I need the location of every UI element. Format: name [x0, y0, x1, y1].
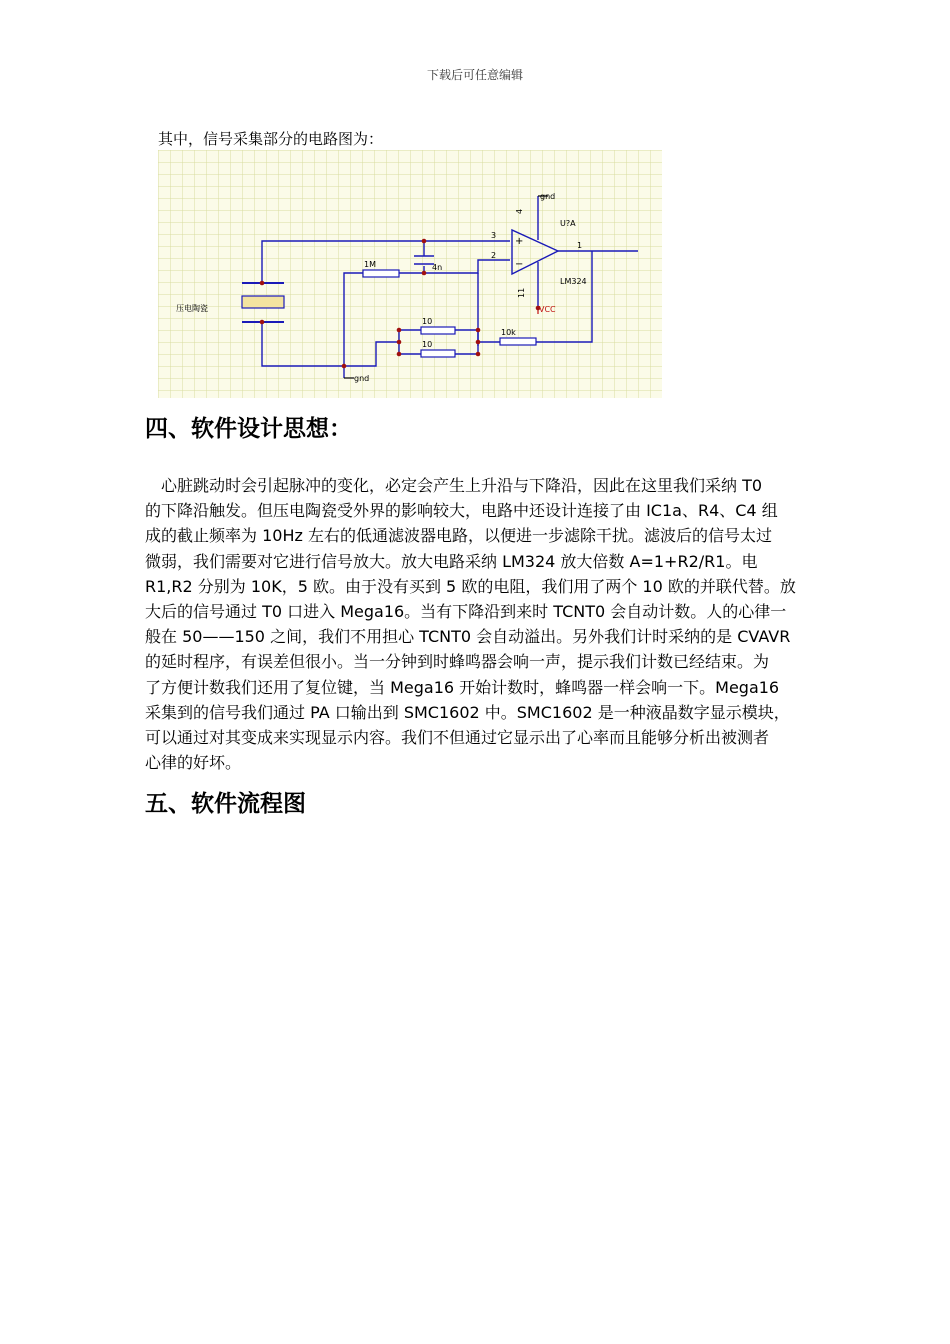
section4-heading: 四、软件设计思想：: [145, 416, 352, 442]
paragraph-line: 的下降沿触发。但压电陶瓷受外界的影响较大，电路中还设计连接了由 IC1a、R4、C4 组: [145, 501, 778, 521]
paragraph-line: 可以通过对其变成来实现显示内容。我们不但通过它显示出了心率而且能够分析出被测者: [145, 728, 770, 748]
label-c-4n: 4n: [432, 263, 443, 272]
paragraph-line: 心脏跳动时会引起脉冲的变化，必定会产生上升沿与下降沿，因此在这里我们采纳 T0: [161, 476, 763, 495]
resistor-10k: [500, 338, 536, 345]
label-minus: −: [515, 259, 524, 270]
paragraph-line: 微弱，我们需要对它进行信号放大。放大电路采纳 LM324 放大倍数 A=1+R2/R1。电: [145, 551, 758, 571]
resistor-10-a: [421, 327, 455, 334]
label-pin2: 2: [491, 251, 497, 260]
resistor-10-b: [421, 350, 455, 357]
label-pin11: 11: [517, 287, 526, 298]
paragraph-line: 心律的好坏。: [145, 753, 242, 773]
circuit-diagram: [158, 150, 662, 398]
label-r-10-b: 10: [422, 340, 433, 349]
label-chip: LM324: [560, 277, 587, 286]
paragraph-line: 般在 50——150 之间，我们不用担心 TCNT0 会自动溢出。另外我们计时采纳的是 CVAVR: [145, 627, 791, 647]
label-sensor: 压电陶瓷: [176, 304, 208, 313]
label-plus: +: [515, 236, 524, 247]
paragraph-line: 的延时程序，有误差但很小。当一分钟到时蜂鸣器会响一声，提示我们计数已经结束。为: [145, 652, 770, 672]
paragraph-line: R1,R2 分别为 10K，5 欧。由于没有买到 5 欧的电阻，我们用了两个 10 欧的并联代替。放: [145, 576, 796, 596]
label-r-10-a: 10: [422, 317, 433, 326]
label-part: U?A: [560, 219, 576, 228]
resistor-1m: [363, 270, 399, 277]
page-header-note: 下载后可任意编辑: [426, 68, 523, 82]
label-pin3: 3: [491, 231, 497, 240]
label-pin4: 4: [515, 208, 524, 214]
label-gnd-top: gnd: [540, 192, 556, 201]
paragraph-line: 大后的信号通过 T0 口进入 Mega16。当有下降沿到来时 TCNT0 会自动计数。人的心律一: [145, 602, 787, 622]
paragraph-line: 了方便计数我们还用了复位键，当 Mega16 开始计数时，蜂鸣器一样会响一下。Mega16: [145, 677, 780, 697]
paragraph-line: 采集到的信号我们通过 PA 口输出到 SMC1602 中。SMC1602 是一种液晶数字显示模块，: [145, 702, 790, 722]
paragraph-line: 成的截止频率为 10Hz 左右的低通滤波器电路，以便进一步滤除干扰。滤波后的信号太过: [145, 526, 772, 546]
figure-intro-text: 其中，信号采集部分的电路图为：: [158, 130, 384, 148]
label-pin1: 1: [577, 241, 583, 250]
label-gnd-bottom: gnd: [354, 374, 370, 383]
section5-heading: 五、软件流程图: [145, 791, 306, 817]
label-r-10k: 10k: [501, 328, 516, 337]
section4-paragraph: [145, 473, 807, 775]
label-r-1m: 1M: [364, 260, 376, 269]
label-vcc: VCC: [539, 305, 556, 314]
